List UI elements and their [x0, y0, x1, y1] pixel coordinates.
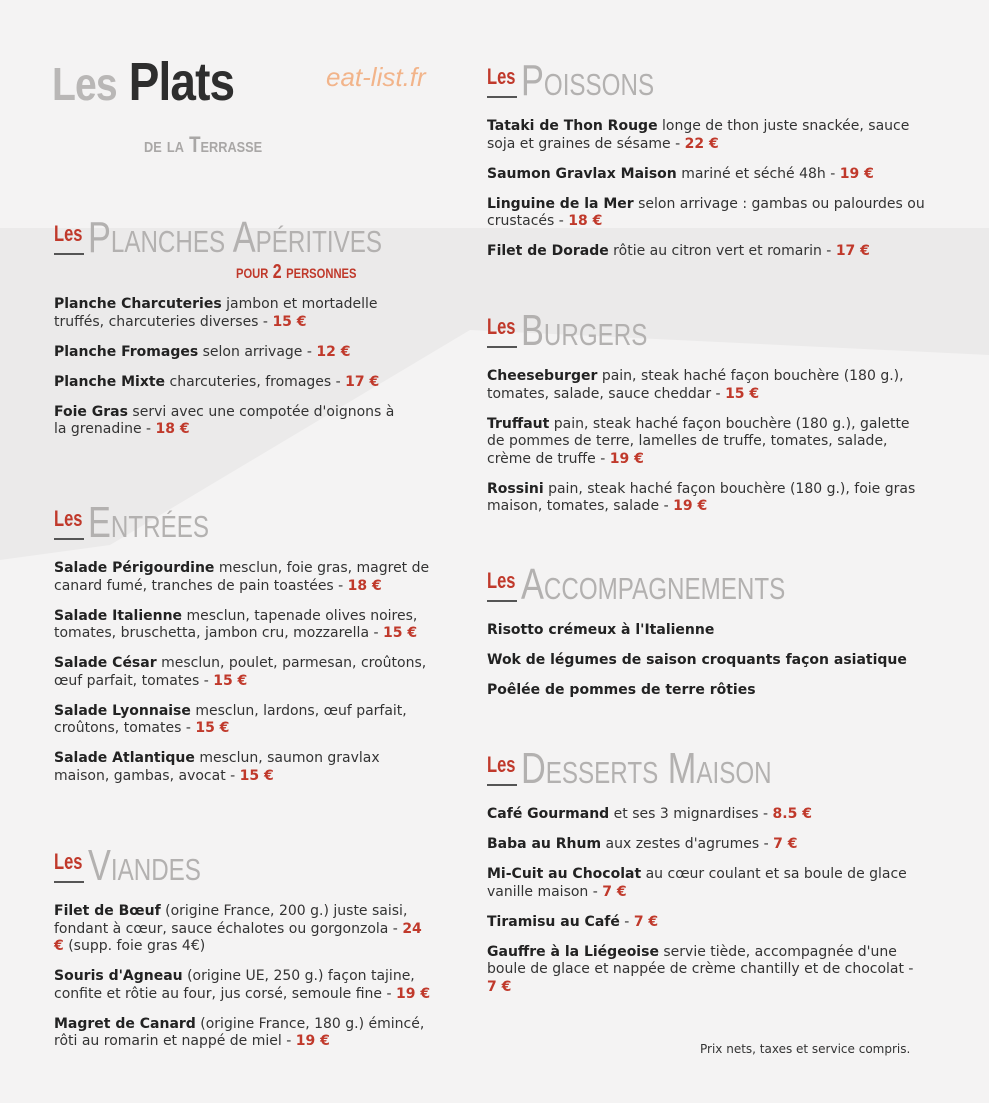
item-name: Salade Périgourdine	[54, 560, 215, 576]
item-price: 18 €	[155, 421, 190, 437]
item-description: -	[619, 913, 634, 930]
item-description: et ses 3 mignardises -	[609, 806, 773, 822]
item-price: 19 €	[609, 450, 644, 467]
section-title: Viandes	[88, 841, 201, 890]
item-price: 19 €	[839, 165, 874, 182]
item-name: Planche Mixte	[54, 373, 166, 390]
menu-item	[54, 703, 439, 738]
item-description: selon arrivage -	[198, 343, 317, 360]
item-description: (origine UE, 250 g.) façon tajine, confite et rôtie au four, jus corsé, semoule fine -	[54, 968, 415, 1002]
section-les: Les	[54, 506, 83, 531]
section-rule	[487, 600, 517, 602]
menu-item	[487, 866, 927, 901]
footnote: Prix nets, taxes et service compris.	[700, 1042, 911, 1056]
section-les: Les	[54, 221, 83, 246]
menu-item	[54, 296, 399, 331]
item-description: mesclun, saumon gravlax maison, gambas, avocat -	[54, 750, 380, 784]
item-description: mesclun, lardons, œuf parfait, croûtons, tomates -	[54, 702, 407, 736]
item-description: rôtie au citron vert et romarin -	[608, 243, 836, 259]
item-name: Baba au Rhum	[487, 836, 602, 852]
title-plats: Plats	[128, 52, 235, 112]
section-accompagnements	[487, 562, 927, 712]
item-name: Souris d'Agneau	[54, 968, 183, 984]
items-list	[54, 560, 439, 785]
section-title: Burgers	[521, 306, 648, 355]
item-name: Risotto crémeux à l'Italienne	[487, 622, 715, 638]
item-name: Salade Lyonnaise	[54, 702, 191, 719]
item-name: Magret de Canard	[54, 1015, 196, 1032]
section-title: Planches Apéritives	[88, 213, 382, 262]
menu-item	[487, 368, 927, 403]
item-price: 19 €	[295, 1033, 330, 1049]
section-entrees	[54, 500, 439, 798]
item-price: 17 €	[345, 373, 380, 390]
item-description: pain, steak haché façon bouchère (180 g.), galette de pommes de terre, lamelles de truffe, tomates, salade, crème de truffe -	[487, 415, 910, 467]
section-desserts	[487, 746, 927, 1009]
section-poissons	[487, 58, 927, 273]
menu-item	[487, 166, 927, 184]
menu-item	[487, 243, 927, 261]
item-name: Planche Charcuteries	[54, 296, 222, 312]
items-list	[487, 368, 927, 516]
menu-item	[487, 914, 927, 932]
item-price: 7 €	[633, 913, 659, 930]
item-price: 15 €	[272, 313, 307, 330]
menu-item	[54, 374, 399, 392]
item-name: Café Gourmand	[487, 806, 610, 822]
menu-item	[487, 836, 927, 854]
item-price: 12 €	[316, 343, 351, 360]
item-description: au cœur coulant et sa boule de glace vanille maison -	[487, 866, 907, 900]
section-rule	[487, 784, 517, 786]
section-planches	[54, 215, 399, 451]
item-description: charcuteries, fromages -	[165, 373, 346, 390]
item-name: Salade Italienne	[54, 607, 183, 624]
item-description: mesclun, foie gras, magret de canard fumé, tranches de pain toastées -	[54, 560, 430, 594]
item-price: 19 €	[673, 498, 708, 514]
item-description: selon arrivage : gambas ou palourdes ou crustacés -	[487, 195, 925, 229]
item-name: Foie Gras	[54, 403, 128, 420]
item-description: mesclun, tapenade olives noires, tomates, bruschetta, jambon cru, mozzarella -	[54, 607, 418, 641]
menu-item	[54, 1016, 434, 1051]
item-price: 22 €	[684, 135, 719, 152]
items-list	[487, 118, 927, 261]
item-name: Gauffre à la Liégeoise	[487, 943, 659, 960]
section-rule	[54, 881, 84, 883]
menu-item	[54, 404, 399, 439]
title-les: Les	[52, 58, 117, 110]
section-viandes	[54, 843, 434, 1063]
item-price: 15 €	[213, 672, 248, 689]
section-title: Entrées	[88, 498, 209, 547]
item-name: Saumon Gravlax Maison	[487, 165, 677, 182]
menu-item	[54, 655, 439, 690]
item-name: Tataki de Thon Rouge	[487, 118, 658, 134]
item-name: Planche Fromages	[54, 343, 199, 360]
item-description: mesclun, poulet, parmesan, croûtons, œuf parfait, tomates -	[54, 655, 427, 689]
section-les: Les	[487, 64, 516, 89]
item-price: 24 €	[54, 920, 422, 954]
menu-item	[487, 944, 927, 997]
section-rule	[54, 253, 84, 255]
item-name: Mi-Cuit au Chocolat	[487, 866, 642, 882]
item-description: longe de thon juste snackée, sauce soja et graines de sésame -	[487, 118, 910, 152]
item-description: mariné et séché 48h -	[676, 165, 840, 182]
item-name: Truffaut	[487, 415, 550, 432]
section-les: Les	[54, 849, 83, 874]
section-title: Poissons	[521, 56, 655, 105]
items-list	[487, 806, 927, 996]
section-title: Accompagnements	[521, 560, 786, 609]
item-price: 17 €	[835, 243, 870, 259]
menu-item	[54, 750, 439, 785]
item-description: aux zestes d'agrumes -	[601, 836, 774, 852]
menu-item	[487, 481, 927, 516]
menu-item	[487, 682, 927, 700]
section-title: Desserts Maison	[521, 744, 772, 793]
item-price: 15 €	[382, 625, 418, 641]
item-price: 18 €	[347, 577, 382, 594]
menu-item	[487, 118, 927, 153]
watermark: eat-list.fr	[326, 62, 426, 92]
item-price: 7 €	[487, 978, 512, 995]
menu-item	[487, 196, 927, 231]
menu-item	[54, 903, 434, 956]
items-list	[54, 296, 399, 439]
item-price: 7 €	[602, 883, 627, 900]
item-description: pain, steak haché façon bouchère (180 g.), foie gras maison, tomates, salade -	[487, 480, 916, 514]
section-les: Les	[487, 752, 516, 777]
item-extra: (supp. foie gras 4€)	[63, 938, 206, 954]
item-price: 15 €	[725, 385, 760, 402]
item-name: Rossini	[487, 480, 544, 497]
item-price: 15 €	[239, 767, 274, 784]
item-description: servie tiède, accompagnée d'une boule de glace et nappée de crème chantilly et de chocolat -	[487, 943, 914, 977]
item-name: Filet de Bœuf	[54, 903, 161, 919]
restaurant-title	[52, 52, 266, 157]
section-rule	[487, 96, 517, 98]
menu-item	[54, 560, 439, 595]
items-list	[54, 903, 434, 1051]
item-price: 18 €	[568, 213, 603, 229]
section-rule	[487, 346, 517, 348]
item-name: Wok de légumes de saison croquants façon asiatique	[487, 652, 907, 668]
menu-item	[487, 652, 927, 670]
item-name: Salade Atlantique	[54, 750, 195, 766]
item-description: servi avec une compotée d'oignons à la grenadine -	[54, 403, 395, 437]
item-name: Filet de Dorade	[487, 243, 609, 259]
items-list	[487, 622, 927, 700]
section-rule	[54, 538, 84, 540]
section-subtitle: pour 2 personnes	[236, 261, 357, 283]
item-name: Cheeseburger	[487, 368, 598, 384]
menu-item	[487, 416, 927, 469]
item-price: 19 €	[395, 985, 431, 1002]
title-subtitle: de la Terrasse	[144, 132, 263, 157]
menu-item	[54, 968, 434, 1003]
menu-item	[487, 622, 927, 640]
item-name: Tiramisu au Café	[487, 913, 620, 930]
item-price: 8.5 €	[772, 806, 812, 822]
item-price: 7 €	[773, 836, 798, 852]
section-les: Les	[487, 314, 516, 339]
item-price: 15 €	[195, 720, 230, 736]
menu-item	[54, 608, 439, 643]
item-description: pain, steak haché façon bouchère (180 g.), tomates, salade, sauce cheddar -	[487, 368, 904, 402]
item-description: (origine France, 180 g.) émincé, rôti au romarin et nappé de miel -	[54, 1015, 425, 1049]
menu-item	[487, 806, 927, 824]
menu-item	[54, 344, 399, 362]
item-name: Linguine de la Mer	[487, 195, 634, 212]
item-name: Salade César	[54, 655, 157, 671]
item-name: Poêlée de pommes de terre rôties	[487, 682, 756, 698]
section-les: Les	[487, 568, 516, 593]
section-burgers	[487, 308, 927, 528]
item-description: jambon et mortadelle truffés, charcuteries diverses -	[54, 296, 378, 330]
item-description: (origine France, 200 g.) juste saisi, fondant à cœur, sauce échalotes ou gorgonzola -	[54, 903, 408, 937]
